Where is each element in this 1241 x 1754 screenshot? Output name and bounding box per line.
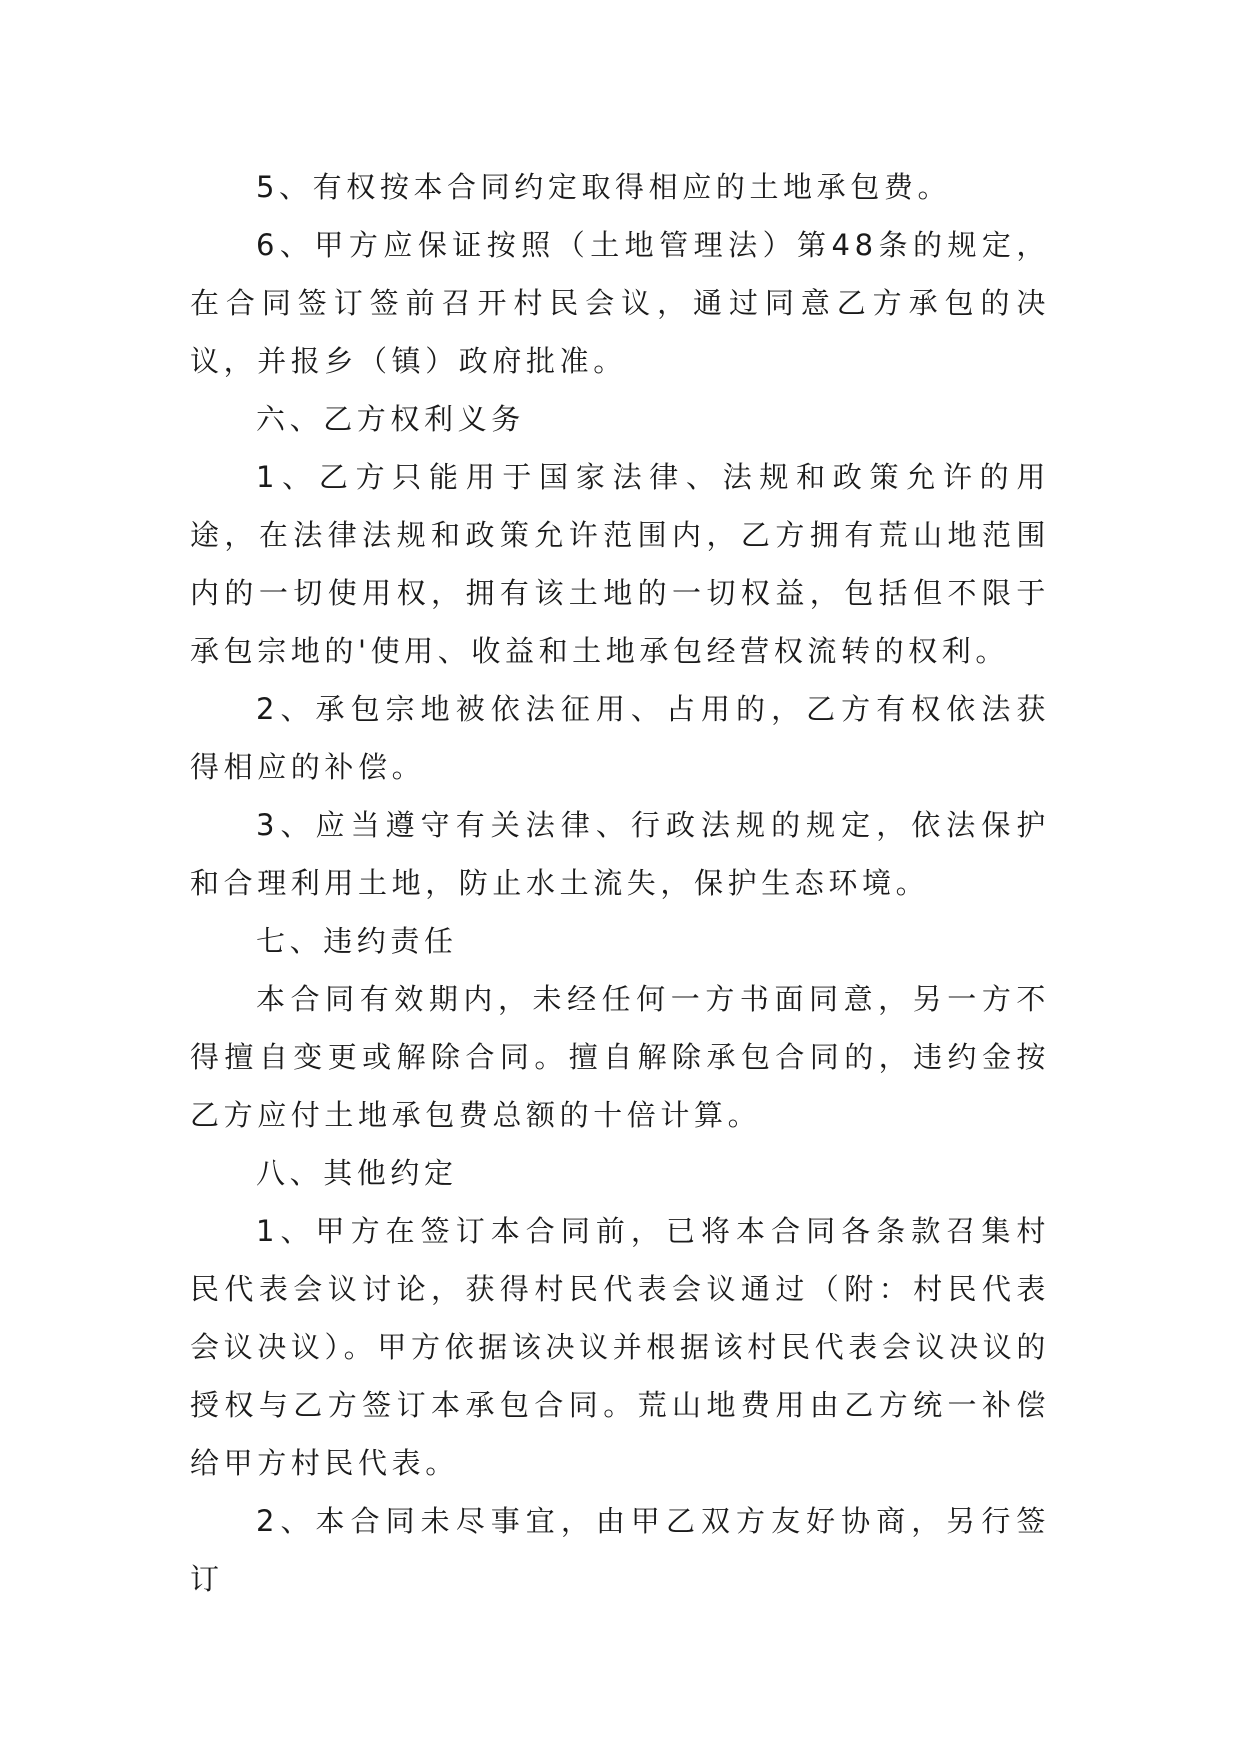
paragraph-other-agreement-1: 1、甲方在签订本合同前，已将本合同各条款召集村民代表会议讨论，获得村民代表会议通过（附：村民代表会议决议）。甲方依据该决议并根据该村民代表会议决议的授权与乙方签订本承包合同。荒山地费用由乙方统一补偿给甲方村民代表。 (190, 1214, 1050, 1480)
paragraph-party-b-right-2: 2、承包宗地被依法征用、占用的，乙方有权依法获得相应的补偿。 (190, 692, 1050, 784)
paragraph-party-b-right-1: 1、乙方只能用于国家法律、法规和政策允许的用途，在法律法规和政策允许范围内，乙方拥有荒山地范围内的一切使用权，拥有该土地的一切权益，包括但不限于承包宗地的'使用、收益和土地承包经营权流转的权利。 (190, 460, 1050, 668)
section-heading-breach-liability: 七、违约责任 (256, 924, 458, 958)
section-heading-party-b-rights: 六、乙方权利义务 (256, 402, 525, 436)
section-heading-other-agreements: 八、其他约定 (256, 1156, 458, 1190)
document-body (190, 158, 1050, 1608)
paragraph-breach-liability: 本合同有效期内，未经任何一方书面同意，另一方不得擅自变更或解除合同。擅自解除承包合同的，违约金按乙方应付土地承包费总额的十倍计算。 (190, 982, 1050, 1132)
paragraph-other-agreement-2: 2、本合同未尽事宜，由甲乙双方友好协商，另行签订 (190, 1504, 1050, 1596)
paragraph-party-a-right-6: 6、甲方应保证按照（土地管理法）第48条的规定，在合同签订签前召开村民会议，通过同意乙方承包的决议，并报乡（镇）政府批准。 (190, 228, 1050, 378)
paragraph-party-a-right-5: 5、有权按本合同约定取得相应的土地承包费。 (256, 170, 952, 204)
paragraph-party-b-right-3: 3、应当遵守有关法律、行政法规的规定，依法保护和合理利用土地，防止水土流失，保护生态环境。 (190, 808, 1050, 900)
